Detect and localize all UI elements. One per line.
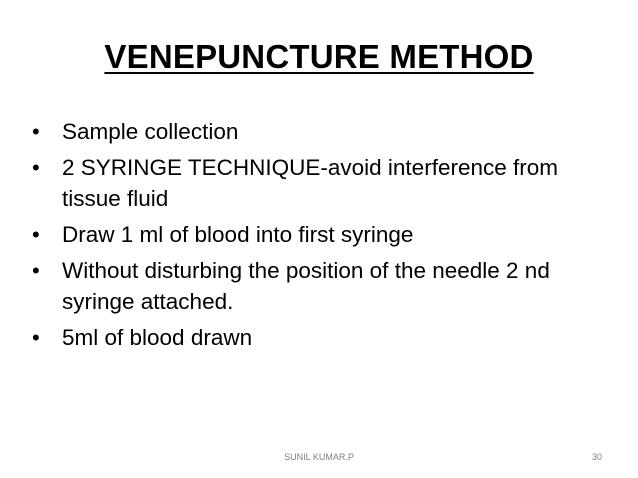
page-number: 30 — [591, 452, 602, 462]
bullet-item — [32, 255, 612, 317]
bullet-item — [32, 322, 612, 353]
bullet-text: Sample collection — [62, 119, 239, 144]
bullet-dot-icon: • — [32, 258, 40, 283]
bullet-dot-icon: • — [32, 222, 40, 247]
bullet-item — [32, 219, 612, 250]
bullet-list — [32, 116, 612, 358]
bullet-text: Without disturbing the position of the needle 2 nd syringe attached. — [62, 258, 550, 314]
bullet-text: 5ml of blood drawn — [62, 325, 253, 350]
footer-author: SUNIL KUMAR.P — [284, 452, 354, 462]
slide-title: VENEPUNCTURE METHOD — [104, 38, 534, 75]
bullet-dot-icon: • — [32, 119, 40, 144]
bullet-text: 2 SYRINGE TECHNIQUE-avoid interference from tissue fluid — [62, 155, 558, 211]
bullet-item — [32, 116, 612, 147]
bullet-dot-icon: • — [32, 155, 40, 180]
bullet-text: Draw 1 ml of blood into first syringe — [62, 222, 414, 247]
bullet-dot-icon: • — [32, 325, 40, 350]
bullet-item — [32, 152, 612, 214]
